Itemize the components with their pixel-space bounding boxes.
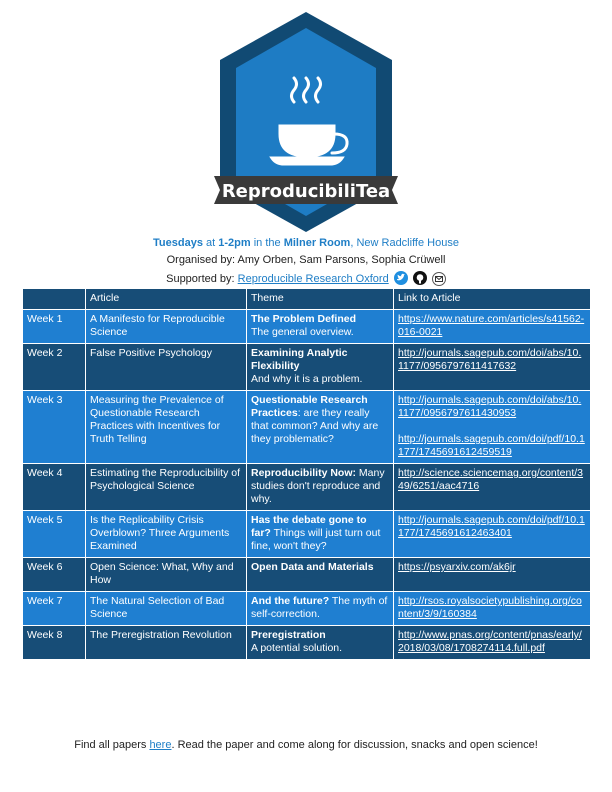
article-title: The Natural Selection of Bad Science <box>90 595 225 620</box>
column-header: Link to Article <box>394 289 591 310</box>
email-icon[interactable] <box>432 272 446 286</box>
week-cell <box>23 464 86 511</box>
supporters-line <box>0 271 612 286</box>
week-cell <box>23 592 86 626</box>
table-row <box>23 310 591 344</box>
article-link[interactable]: http://rsos.royalsocietypublishing.org/content/3/9/160384 <box>398 595 582 620</box>
link-cell <box>394 511 591 558</box>
week-label: Week 3 <box>27 394 63 406</box>
article-cell <box>86 626 247 660</box>
article-link[interactable]: https://www.nature.com/articles/s41562-016-0021 <box>398 313 585 338</box>
theme-cell <box>247 626 394 660</box>
week-cell <box>23 391 86 464</box>
supporter-link[interactable]: Reproducible Research Oxford <box>237 273 389 285</box>
logo-brand-text: ReproducibiliTea <box>221 181 391 202</box>
theme-title: Examining Analytic Flexibility <box>251 347 348 372</box>
table-row <box>23 511 591 558</box>
week-cell <box>23 310 86 344</box>
table-row <box>23 592 591 626</box>
table-row <box>23 558 591 592</box>
column-header: Theme <box>247 289 394 310</box>
github-icon[interactable] <box>413 271 427 285</box>
week-label: Week 2 <box>27 347 63 359</box>
article-link[interactable]: http://journals.sagepub.com/doi/abs/10.1177/0956797611417632 <box>398 347 582 372</box>
papers-link[interactable]: here <box>149 739 172 751</box>
link-cell <box>394 626 591 660</box>
theme-title: And the future? <box>251 595 330 607</box>
article-title: Open Science: What, Why and How <box>90 561 234 586</box>
article-title: Is the Replicability Crisis Overblown? Three Arguments Examined <box>90 514 230 552</box>
link-cell <box>394 310 591 344</box>
theme-title: Reproducibility Now: <box>251 467 356 479</box>
organisers-line: Organised by: Amy Orben, Sam Parsons, Sophia Crüwell <box>166 254 446 266</box>
theme-title: Preregistration <box>251 629 326 641</box>
schedule-time: 1-2pm <box>218 237 251 249</box>
theme-title: Open Data and Materials <box>251 561 374 573</box>
article-link[interactable]: http://journals.sagepub.com/doi/abs/10.1177/0956797611430953 <box>398 394 582 419</box>
table-row <box>23 464 591 511</box>
theme-cell <box>247 310 394 344</box>
article-title: The Preregistration Revolution <box>90 629 232 641</box>
schedule-at: at <box>202 237 219 249</box>
reproducibilitea-logo <box>0 0 612 232</box>
article-cell <box>86 464 247 511</box>
schedule-day: Tuesdays <box>153 237 203 249</box>
theme-description: Things will just turn out fine, won't they? <box>251 527 381 552</box>
table-header-row <box>23 289 591 310</box>
table-row <box>23 344 591 391</box>
article-link-secondary[interactable]: http://journals.sagepub.com/doi/pdf/10.1177/1745691612459519 <box>398 433 585 458</box>
theme-title: Questionable Research Practices <box>251 394 368 419</box>
week-label: Week 8 <box>27 629 63 641</box>
article-cell <box>86 344 247 391</box>
table-row <box>23 391 591 464</box>
theme-title: The Problem Defined <box>251 313 357 325</box>
theme-description: The myth of self-correction. <box>251 595 388 620</box>
theme-cell <box>247 511 394 558</box>
theme-description: A potential solution. <box>251 642 343 654</box>
week-cell <box>23 558 86 592</box>
link-cell <box>394 391 591 464</box>
schedule-room: Milner Room <box>283 237 351 249</box>
week-label: Week 5 <box>27 514 63 526</box>
week-cell <box>23 511 86 558</box>
theme-description: : are they really that common? And why are they problematic? <box>251 407 379 445</box>
schedule-in: in the <box>250 237 284 249</box>
theme-cell <box>247 558 394 592</box>
article-link[interactable]: http://www.pnas.org/content/pnas/early/2018/03/08/1708274114.full.pdf <box>398 629 582 654</box>
article-link[interactable]: http://journals.sagepub.com/doi/pdf/10.1177/1745691612463401 <box>398 514 585 539</box>
article-link[interactable]: https://psyarxiv.com/ak6jr <box>398 561 516 573</box>
schedule-place: , New Radcliffe House <box>350 237 459 249</box>
article-title: Measuring the Prevalence of Questionable Research Practices with Incentives for Truth Telling <box>90 394 224 445</box>
supporters-prefix: Supported by: <box>166 273 238 285</box>
theme-description: And why it is a problem. <box>251 373 363 385</box>
link-cell <box>394 558 591 592</box>
article-cell <box>86 592 247 626</box>
week-label: Week 6 <box>27 561 63 573</box>
theme-description: Many studies don't reproduce and why. <box>251 467 385 505</box>
reading-schedule-table <box>22 288 591 660</box>
twitter-icon[interactable] <box>394 271 408 285</box>
article-cell <box>86 310 247 344</box>
footer-text-before: Find all papers <box>74 739 150 751</box>
week-label: Week 1 <box>27 313 63 325</box>
article-cell <box>86 558 247 592</box>
link-cell <box>394 344 591 391</box>
schedule-line <box>0 237 612 249</box>
column-header: Article <box>86 289 247 310</box>
theme-description: The general overview. <box>251 326 354 338</box>
table-row <box>23 626 591 660</box>
theme-cell <box>247 344 394 391</box>
week-label: Week 7 <box>27 595 63 607</box>
article-title: False Positive Psychology <box>90 347 212 359</box>
theme-cell <box>247 592 394 626</box>
theme-cell <box>247 391 394 464</box>
week-label: Week 4 <box>27 467 63 479</box>
article-link[interactable]: http://science.sciencemag.org/content/349/6251/aac4716 <box>398 467 584 492</box>
article-cell <box>86 391 247 464</box>
link-cell <box>394 592 591 626</box>
footer-text-after: . Read the paper and come along for discussion, snacks and open science! <box>171 739 538 751</box>
theme-cell <box>247 464 394 511</box>
theme-title: Has the debate gone to far? <box>251 514 367 539</box>
column-header <box>23 289 86 310</box>
article-title: Estimating the Reproducibility of Psychological Science <box>90 467 240 492</box>
footer-note <box>0 739 612 751</box>
week-cell <box>23 344 86 391</box>
article-cell <box>86 511 247 558</box>
link-cell <box>394 464 591 511</box>
article-title: A Manifesto for Reproducible Science <box>90 313 225 338</box>
week-cell <box>23 626 86 660</box>
